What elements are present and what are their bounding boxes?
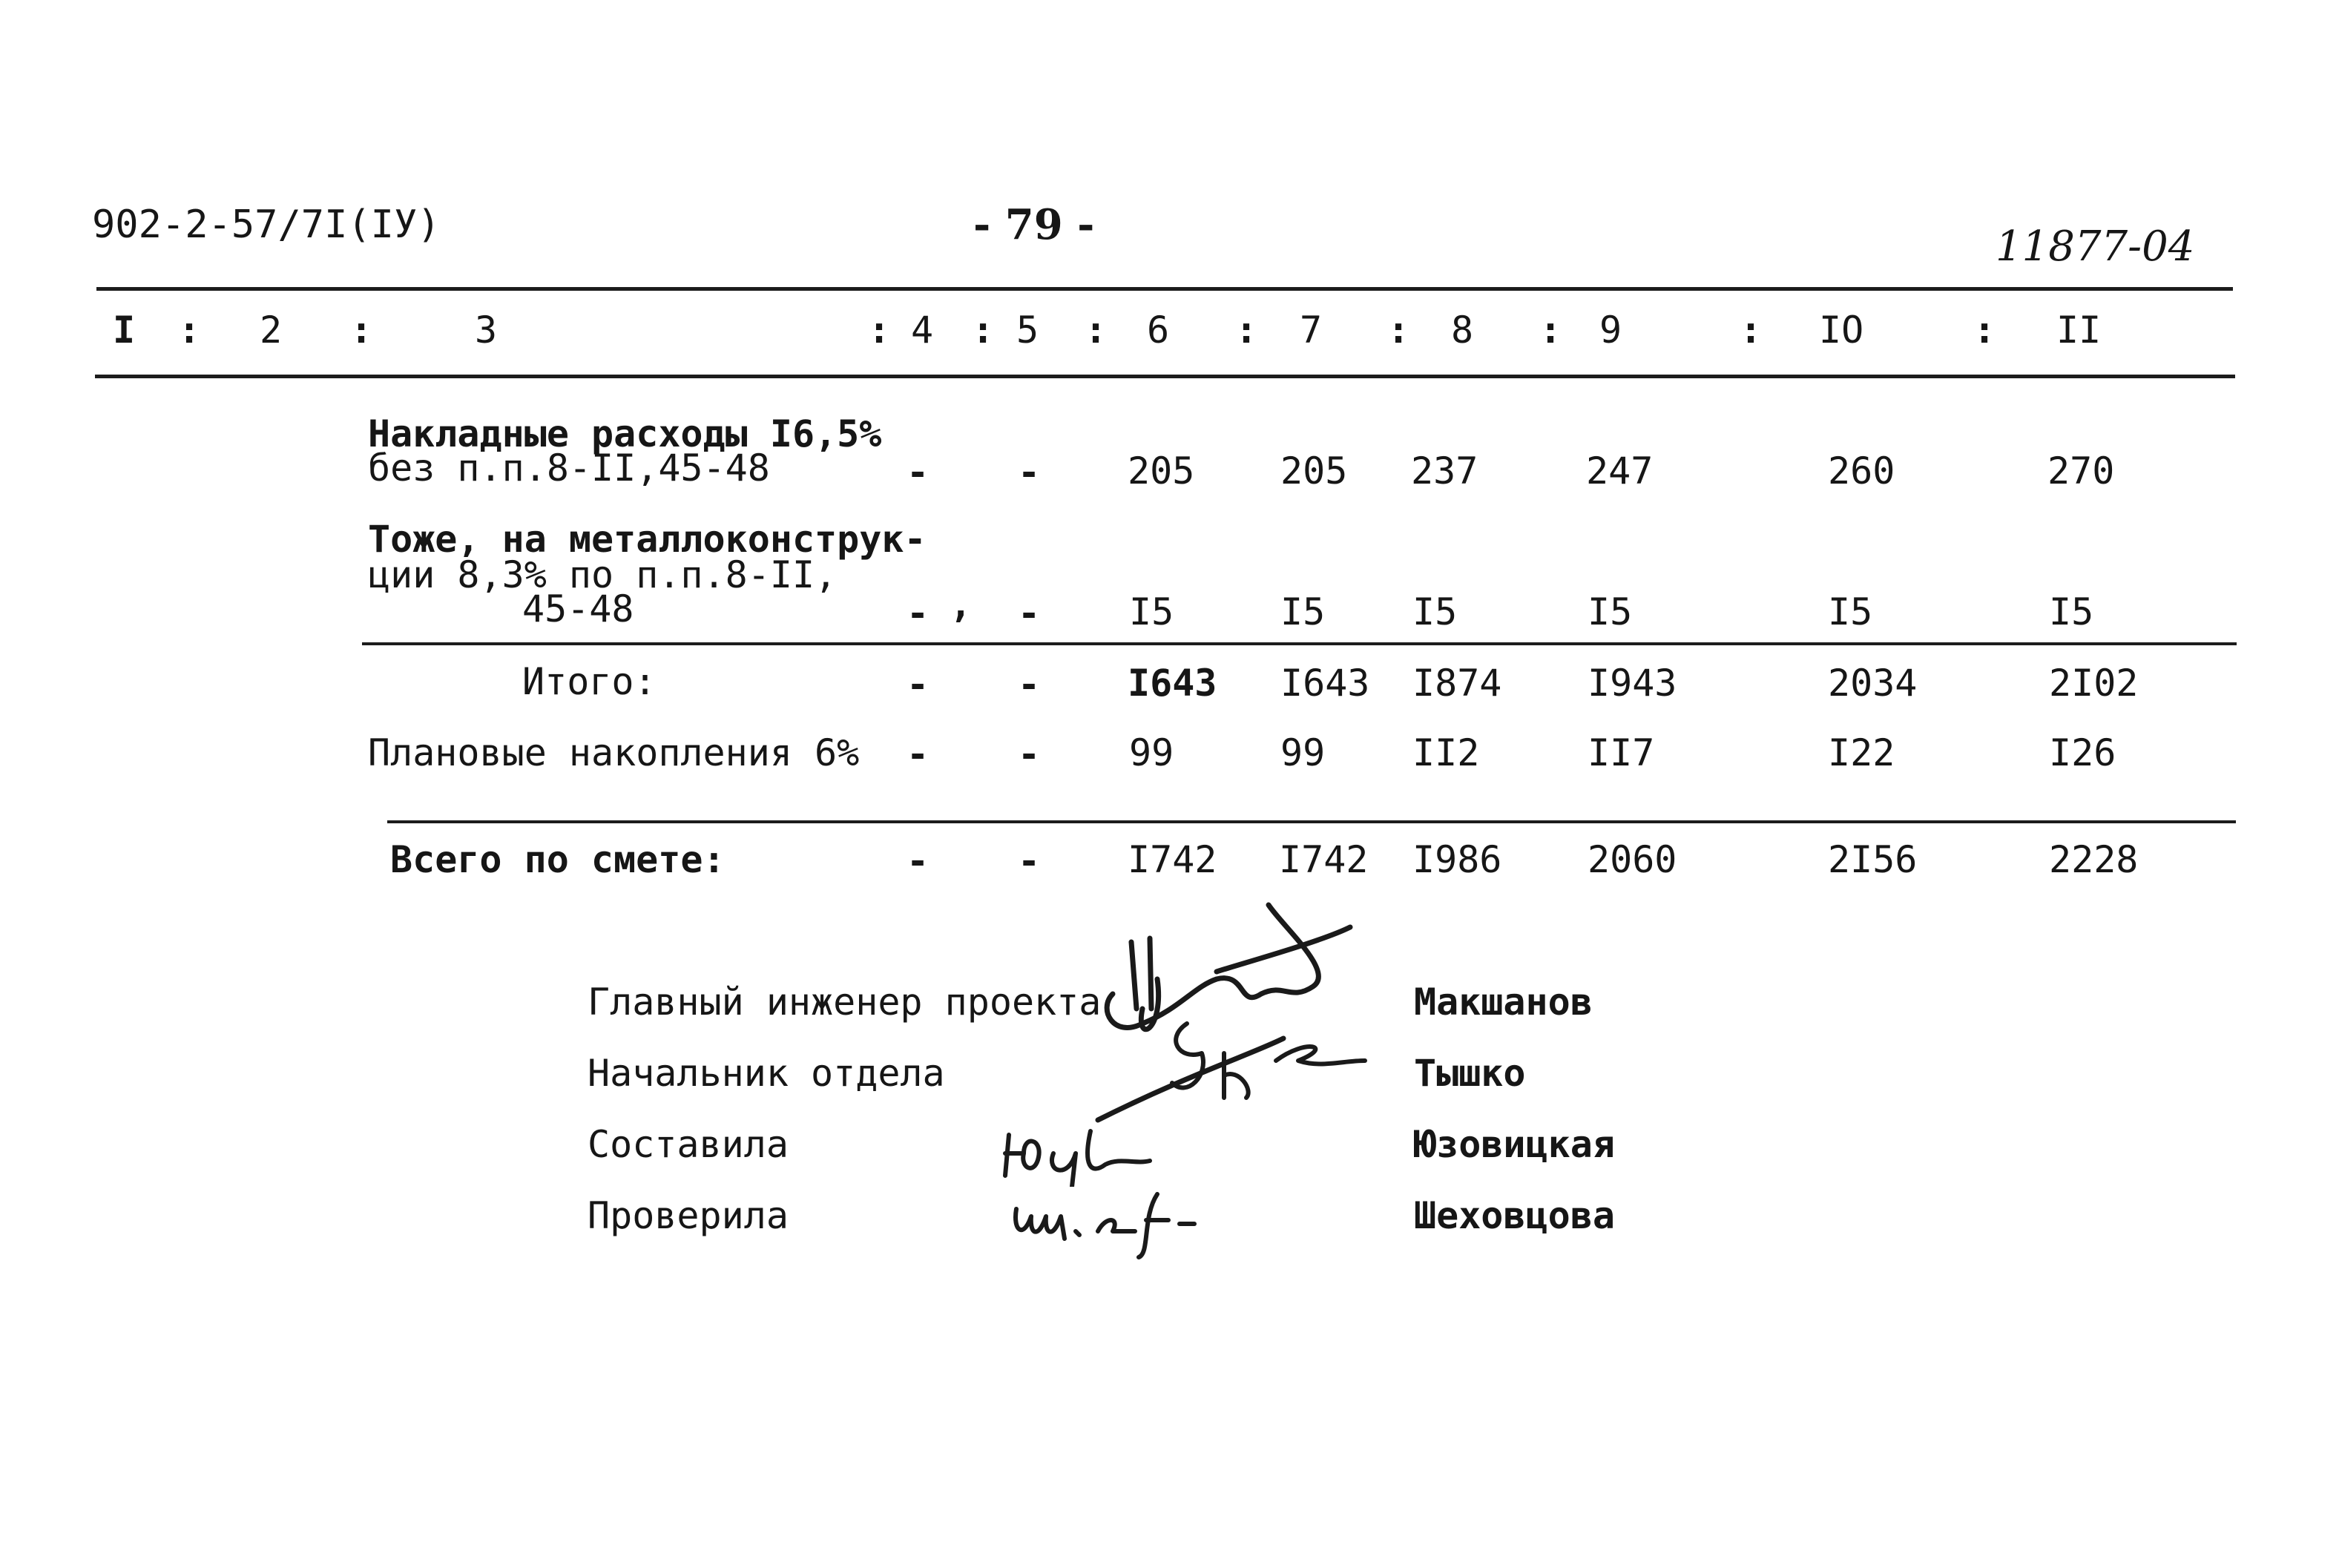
document-code: 902-2-57/7I(IУ) bbox=[92, 202, 441, 247]
cell-c5: - bbox=[1018, 451, 1041, 494]
signature-name: Шеховцова bbox=[1414, 1194, 1615, 1237]
cell-c5: - bbox=[1018, 840, 1041, 883]
col-sep: : bbox=[350, 309, 373, 352]
total-rule bbox=[387, 820, 2236, 823]
subtotal-rule bbox=[362, 642, 2237, 645]
page-number: - 79 - bbox=[973, 200, 1095, 249]
cell-c5: - bbox=[1018, 592, 1041, 635]
cell-c8: 237 bbox=[1411, 449, 1478, 493]
signature-role: Начальник отдела bbox=[588, 1052, 945, 1095]
cell-c5: - bbox=[1018, 663, 1041, 706]
col-header-1: I bbox=[113, 309, 136, 352]
signature-name: Тышко bbox=[1414, 1052, 1526, 1095]
cell-c11: 270 bbox=[2047, 449, 2115, 493]
cell-c7: I742 bbox=[1279, 838, 1369, 881]
row-label: без п.п.8-II,45-48 bbox=[368, 447, 770, 490]
col-header-9: 9 bbox=[1599, 309, 1622, 352]
col-header-4: 4 bbox=[911, 309, 934, 352]
col-header-2: 2 bbox=[260, 309, 283, 352]
row-label: Всего по смете: bbox=[390, 838, 726, 881]
cell-c9: II7 bbox=[1588, 731, 1655, 774]
signature-role: Составила bbox=[588, 1123, 789, 1166]
handwritten-signature bbox=[1001, 1120, 1194, 1187]
signature-role: Проверила bbox=[588, 1194, 789, 1237]
inventory-number: 11877-04 bbox=[1996, 223, 2195, 271]
col-header-6: 6 bbox=[1147, 309, 1170, 352]
cell-c4: - bbox=[907, 451, 930, 494]
cell-c9: I5 bbox=[1588, 590, 1633, 633]
cell-c8: II2 bbox=[1412, 731, 1480, 774]
cell-c11: 2228 bbox=[2049, 838, 2139, 881]
col-header-8: 8 bbox=[1451, 309, 1474, 352]
col-header-3: 3 bbox=[475, 309, 498, 352]
row-label: Итого: bbox=[522, 660, 657, 703]
signature-name: Юзовицкая bbox=[1414, 1123, 1615, 1166]
header-bottom-rule bbox=[95, 375, 2235, 378]
cell-c8: I5 bbox=[1412, 590, 1458, 633]
cell-c11: 2I02 bbox=[2049, 662, 2139, 705]
row-label: Плановые накопления 6% bbox=[368, 731, 860, 774]
cell-c9: 2060 bbox=[1588, 838, 1677, 881]
col-sep: : bbox=[1973, 309, 1996, 352]
row-label: Тоже, на металлоконструк- bbox=[368, 518, 927, 561]
cell-c6: I742 bbox=[1128, 838, 1217, 881]
cell-c6: 205 bbox=[1128, 449, 1195, 493]
col-sep: : bbox=[1085, 309, 1108, 352]
cell-c6: I5 bbox=[1129, 590, 1174, 633]
row-label: 45-48 bbox=[522, 587, 634, 630]
cell-c4: - bbox=[907, 592, 930, 635]
cell-c8: I986 bbox=[1412, 838, 1502, 881]
col-sep: : bbox=[868, 309, 891, 352]
cell-c7: I643 bbox=[1280, 662, 1370, 705]
cell-c4: - bbox=[907, 840, 930, 883]
cell-c5: - bbox=[1018, 733, 1041, 776]
cell-c4: - bbox=[907, 733, 930, 776]
col-header-7: 7 bbox=[1300, 309, 1323, 352]
handwritten-signature bbox=[1009, 1187, 1202, 1261]
cell-c7: 99 bbox=[1280, 731, 1326, 774]
col-header-11: II bbox=[2056, 309, 2102, 352]
cell-c9: I943 bbox=[1588, 662, 1677, 705]
signature-name: Макшанов bbox=[1414, 981, 1593, 1024]
cell-c10: I22 bbox=[1828, 731, 1895, 774]
cell-c7: I5 bbox=[1280, 590, 1326, 633]
cell-c8: I874 bbox=[1412, 662, 1502, 705]
cell-c4: - bbox=[907, 663, 930, 706]
header-top-rule bbox=[96, 287, 2233, 291]
signature-role: Главный инженер проекта bbox=[588, 981, 1102, 1024]
cell-c7: 205 bbox=[1280, 449, 1348, 493]
cell-c6: 99 bbox=[1129, 731, 1174, 774]
col-header-5: 5 bbox=[1016, 309, 1039, 352]
cell-c11: I5 bbox=[2049, 590, 2094, 633]
cell-c10: 260 bbox=[1828, 449, 1895, 493]
col-header-10: IO bbox=[1819, 309, 1864, 352]
cell-c4-mark: , bbox=[950, 583, 973, 626]
cell-c11: I26 bbox=[2049, 731, 2116, 774]
col-sep: : bbox=[972, 309, 995, 352]
row-label: Накладные расходы I6,5% bbox=[368, 412, 882, 455]
cell-c6: I643 bbox=[1128, 662, 1217, 705]
col-sep: : bbox=[1387, 309, 1410, 352]
col-sep: : bbox=[1740, 309, 1763, 352]
col-sep: : bbox=[1235, 309, 1258, 352]
cell-c10: 2034 bbox=[1828, 662, 1918, 705]
col-sep: : bbox=[1539, 309, 1562, 352]
cell-c10: I5 bbox=[1828, 590, 1873, 633]
handwritten-signature bbox=[1157, 1016, 1380, 1113]
cell-c10: 2I56 bbox=[1828, 838, 1918, 881]
col-sep: : bbox=[178, 309, 201, 352]
row-label: ции 8,3% по п.п.8-II, bbox=[368, 553, 838, 596]
cell-c9: 247 bbox=[1586, 449, 1654, 493]
